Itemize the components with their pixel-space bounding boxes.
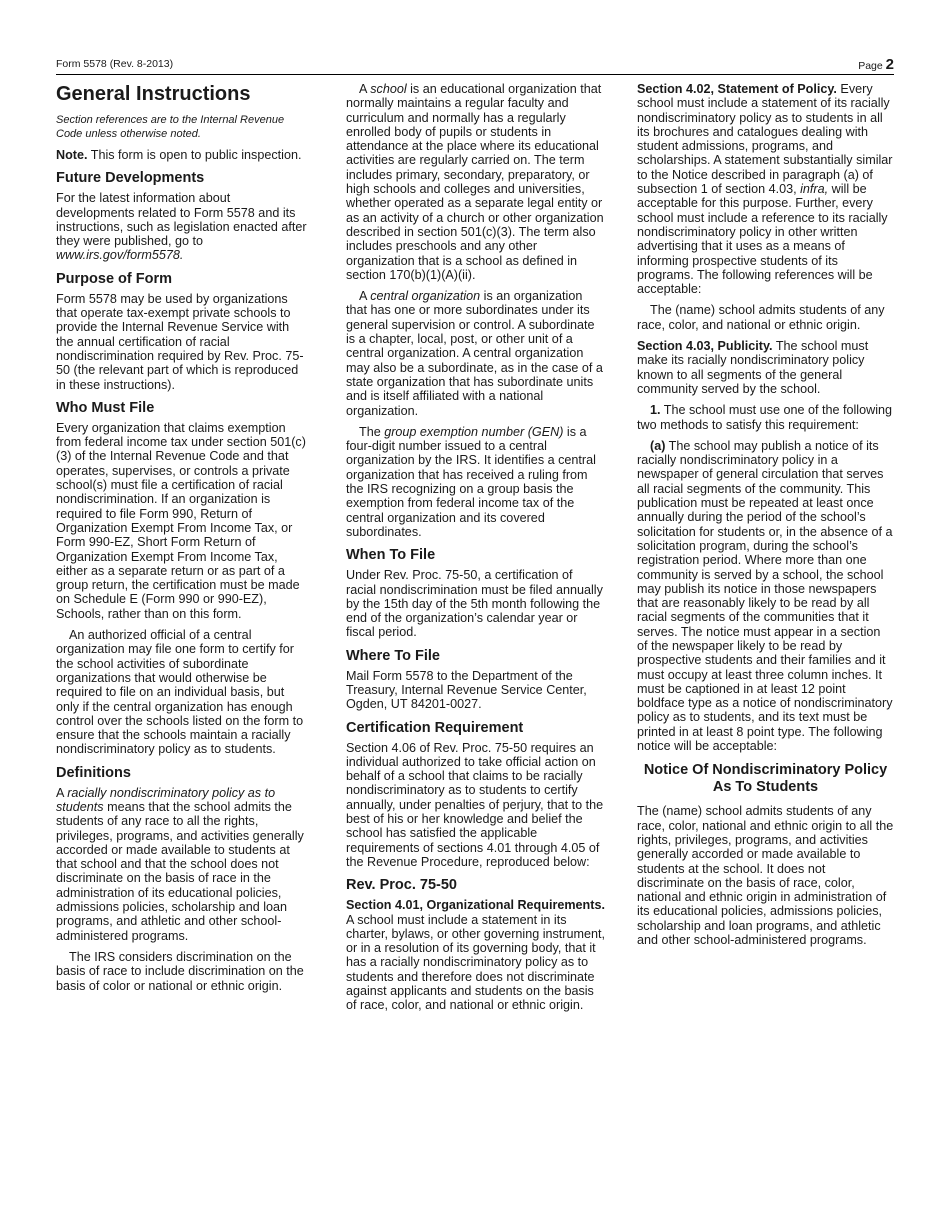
column-2 xyxy=(346,82,606,1020)
section-4-02-text-b: will be acceptable for this purpose. Further, every school must include a reference to its racially nondiscriminatory policy in other written advertising that it uses as a means of informing prospective students of its programs. The following references will be acceptable: xyxy=(637,182,888,297)
section-4-02-label: Section 4.02, Statement of Policy. xyxy=(637,82,837,96)
section-4-03-text: The school must make its racially nondiscriminatory policy known to all segments of the general community served by the school. xyxy=(637,339,869,396)
page-number xyxy=(858,56,894,73)
notice-text: The (name) school admits students of any race, color, national and ethnic origin to all the rights, privileges, programs, and activities generally accorded or made available to students at the school. It does not discriminate on the basis of race, color, national and ethnic origin in administration of its educational policies, admissions policies, scholarship and loan programs, and athletic and other school-administered programs. xyxy=(637,804,894,948)
school-pre: A xyxy=(359,82,371,96)
who-must-file-text-1: Every organization that claims exemption from federal income tax under section 501(c)(3) of the Internal Revenue Code and that operates, supervises, or controls a private school(s) must file a certification of racial nondiscrimination. If an organization is required to file Form 990, Return of Organization Exempt From Income Tax, or Form 990-EZ, Short Form Return of Organization Exempt From Income Tax, either as a separate return or as part of a group return, the certification must be made on Schedule E (Form 990 or 990-EZ), Schools, rather than on this form. xyxy=(56,420,306,621)
section-4-02 xyxy=(637,82,894,296)
column-1 xyxy=(56,82,310,1000)
item-1-label: 1. xyxy=(650,403,661,418)
when-to-file-text: Under Rev. Proc. 75-50, a certification of racial nondiscrimination must be filed annually by the 15th day of the 5th month following the end of the organization’s calendar year or fiscal period. xyxy=(346,568,603,640)
definitions-term: racially nondiscriminatory policy as to students xyxy=(56,785,276,814)
irs-form5578-link[interactable]: www.irs.gov/form5578. xyxy=(56,248,184,263)
purpose-heading: Purpose of Form xyxy=(56,270,173,287)
gen-term: group exemption number (GEN) xyxy=(384,424,564,439)
page-number-value: 2 xyxy=(885,56,894,73)
purpose-text: Form 5578 may be used by organizations that operate tax-exempt private schools to provide the Internal Revenue Service with the annual certification of racial nondiscrimination required by Rev. Proc. 75-50 (the relevant part of which is reproduced in these instructions). xyxy=(56,291,304,392)
gen-pre: The xyxy=(359,424,385,439)
central-organization-definition xyxy=(346,289,606,418)
page-header xyxy=(56,56,894,75)
column-3 xyxy=(637,82,894,954)
school-term: school xyxy=(370,82,407,96)
school-body: is an educational organization that normally maintains a regular faculty and curriculum and normally has a regularly enrolled body of pupils or students in attendance at the place where its educational activities are regularly carried on. The term includes primary, secondary, preparatory, or high schools and colleges and universities, whether operated as a separate legal entity or as an activity of a church or other organization described in section 501(c)(3). The term also includes preschools and any other organization that is a school as defined in section 170(b)(1)(A)(ii). xyxy=(346,82,604,282)
definitions-text-2: The IRS considers discrimination on the basis of race to include discrimination on the basis of color or national or ethnic origin. xyxy=(56,949,304,993)
future-developments-body: For the latest information about developments related to Form 5578 and its instructions, such as legislation enacted after they were published, go to xyxy=(56,191,307,249)
item-1-text: The school must use one of the following two methods to satisfy this requirement: xyxy=(637,403,893,432)
future-developments-heading: Future Developments xyxy=(56,170,205,187)
definitions-text-1 xyxy=(56,786,310,943)
section-4-03-label: Section 4.03, Publicity. xyxy=(637,339,773,354)
definitions-heading: Definitions xyxy=(56,764,131,781)
section-references-note: Section references are to the Internal Revenue Code unless otherwise noted. xyxy=(56,114,285,140)
item-a-text: The school may publish a notice of its racially nondiscriminatory policy in a newspaper of general circulation that serves all racial segments of the community. This publication must be repeated at least once annually during the period of the school’s solicitation for students or, in the absence of a solicitation program, during the school’s registration period. Where more than one community is served by a school, the school may publish its notice in those newspapers that are reasonably likely to be read by all racial segments of the communities that it serves. The notice must appear in a section of the newspaper likely to be read by prospective students and their families and it must occupy at least three column inches. It must be captioned in at least 12 point boldface type as a notice of nondiscriminatory policy as to students, and its text must be printed in at least 8 point type. The following notice will be acceptable: xyxy=(637,438,893,754)
rev-proc-heading: Rev. Proc. 75-50 xyxy=(346,877,457,894)
definitions-pre: A xyxy=(56,785,68,800)
when-to-file-heading: When To File xyxy=(346,547,436,564)
section-4-01-text: A school must include a statement in its charter, bylaws, or other governing instrument, or in a resolution of its governing body, that it has a racially nondiscriminatory policy as to students and therefore does not discriminate against applicants and students on the basis of race, color, and national or ethnic origin. xyxy=(346,912,605,1013)
document-page xyxy=(56,0,894,1230)
page-word: Page xyxy=(858,60,883,72)
section-4-01 xyxy=(346,898,606,1012)
certification-text: Section 4.06 of Rev. Proc. 75-50 requires an individual authorized to take official action on behalf of a school that claims to be racially nondiscriminatory as to students to certify annually, under penalties of perjury, that to the best of his or her knowledge and belief the school has satisfied the applicable requirements of sections 4.01 through 4.05 of the Revenue Procedure, reproduced below: xyxy=(346,740,604,869)
form-identifier: Form 5578 (Rev. 8-2013) xyxy=(56,58,174,70)
item-a-label: (a) xyxy=(650,438,666,453)
where-to-file-text: Mail Form 5578 to the Department of the Treasury, Internal Revenue Service Center, Ogden, UT 84201-0027. xyxy=(346,668,587,712)
central-pre: A xyxy=(359,289,371,304)
central-term: central organization xyxy=(370,289,481,304)
item-a xyxy=(637,439,894,754)
central-body: is an organization that has one or more subordinates under its general supervision or control. A subordinate is a chapter, local, post, or other unit of a central organization. A central organization may also be a subordinate, as in the case of a state organization that has subordinate units and is itself affiliated with a national organization. xyxy=(346,289,603,418)
future-developments-text xyxy=(56,191,310,262)
gen-definition xyxy=(346,425,606,539)
gen-body: is a four-digit number issued to a central organization by the IRS. It identifies a central organization that has received a ruling from the IRS recognizing on a group basis the exemption from federal income tax of the central organization and its covered subordinates. xyxy=(346,424,596,539)
certification-heading: Certification Requirement xyxy=(346,719,524,736)
note-label: Note. xyxy=(56,148,88,162)
section-4-02-infra: infra, xyxy=(800,182,829,197)
section-4-02-text-a: Every school must include a statement of its racially nondiscriminatory policy as to students in all its brochures and catalogues dealing with student admissions, programs, and scholarships. A statement substantially similar to the Notice described in paragraph (a) of subsection 1 of section 4.03, xyxy=(637,82,893,197)
section-4-02-quote: The (name) school admits students of any race, color, and national or ethnic origin. xyxy=(637,303,885,332)
notice-title: Notice Of Nondiscriminatory Policy As To Students xyxy=(643,762,888,796)
item-1 xyxy=(637,403,894,432)
section-4-03 xyxy=(637,339,894,396)
note-text: This form is open to public inspection. xyxy=(87,148,302,162)
public-inspection-note xyxy=(56,148,310,162)
school-definition xyxy=(346,82,606,282)
who-must-file-text-2: An authorized official of a central organization may file one form to certify for the school activities of subordinate organizations that would otherwise be required to file on an individual basis, but only if the central organization has enough control over the schools listed on the form to ensure that the schools maintain a racially nondiscriminatory policy as to students. xyxy=(56,628,304,757)
page-title: General Instructions xyxy=(56,83,251,105)
section-4-01-label: Section 4.01, Organizational Requirements. xyxy=(346,898,605,913)
who-must-file-heading: Who Must File xyxy=(56,399,155,416)
definitions-body: means that the school admits the students of any race to all the rights, privileges, programs, and activities generally accorded or made available to students at that school and that the school does not discriminate on the basis of race in the administration of its educational policies, admissions policies, scholarship and loan programs, and athletic and other school-administered programs. xyxy=(56,799,304,943)
where-to-file-heading: Where To File xyxy=(346,647,440,664)
